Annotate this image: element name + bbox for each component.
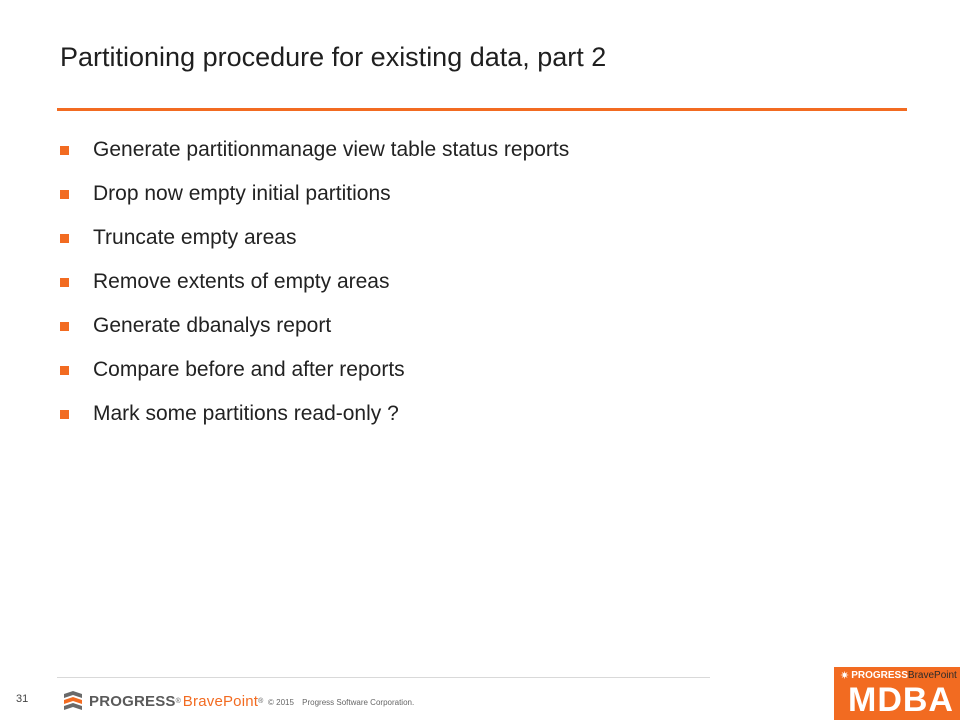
logo-word-progress: PROGRESS bbox=[89, 692, 176, 710]
badge-mdba-text: MDBA bbox=[848, 681, 954, 719]
bullet-text: Remove extents of empty areas bbox=[93, 270, 390, 293]
bullet-item bbox=[60, 172, 569, 216]
slide-title: Partitioning procedure for existing data, part 2 bbox=[60, 42, 607, 72]
badge-word-progress: PROGRESS bbox=[851, 670, 908, 681]
bullet-list bbox=[60, 128, 569, 436]
bullet-item bbox=[60, 128, 569, 172]
progress-bravepoint-logo bbox=[62, 686, 265, 716]
bullet-text: Mark some partitions read-only ? bbox=[93, 402, 399, 425]
mdba-badge bbox=[834, 667, 960, 720]
bullet-item bbox=[60, 348, 569, 392]
copyright-year: © 2015 bbox=[268, 698, 294, 707]
bullet-text: Generate dbanalys report bbox=[93, 314, 332, 337]
square-bullet-icon bbox=[60, 146, 69, 155]
slide-number: 31 bbox=[16, 693, 29, 705]
bullet-text: Truncate empty areas bbox=[93, 226, 297, 249]
logo-trademark-2: ® bbox=[258, 697, 264, 705]
square-bullet-icon bbox=[60, 322, 69, 331]
bullet-text: Compare before and after reports bbox=[93, 358, 405, 381]
square-bullet-icon bbox=[60, 190, 69, 199]
bullet-item bbox=[60, 304, 569, 348]
bullet-item bbox=[60, 216, 569, 260]
bullet-text: Drop now empty initial partitions bbox=[93, 182, 391, 205]
logo-word-bravepoint: BravePoint bbox=[182, 692, 259, 710]
title-divider bbox=[57, 108, 907, 111]
logo-trademark: ® bbox=[175, 697, 181, 705]
star-icon: ✷ bbox=[840, 670, 850, 682]
progress-chevron-logo-icon bbox=[62, 690, 84, 712]
square-bullet-icon bbox=[60, 410, 69, 419]
square-bullet-icon bbox=[60, 234, 69, 243]
bullet-item bbox=[60, 260, 569, 304]
copyright bbox=[268, 698, 420, 707]
square-bullet-icon bbox=[60, 278, 69, 287]
square-bullet-icon bbox=[60, 366, 69, 375]
footer-divider bbox=[57, 677, 710, 678]
bullet-item bbox=[60, 392, 569, 436]
badge-word-bravepoint: BravePoint bbox=[907, 670, 957, 681]
bullet-text: Generate partitionmanage view table status reports bbox=[93, 138, 570, 161]
copyright-owner: Progress Software Corporation. bbox=[302, 698, 415, 707]
